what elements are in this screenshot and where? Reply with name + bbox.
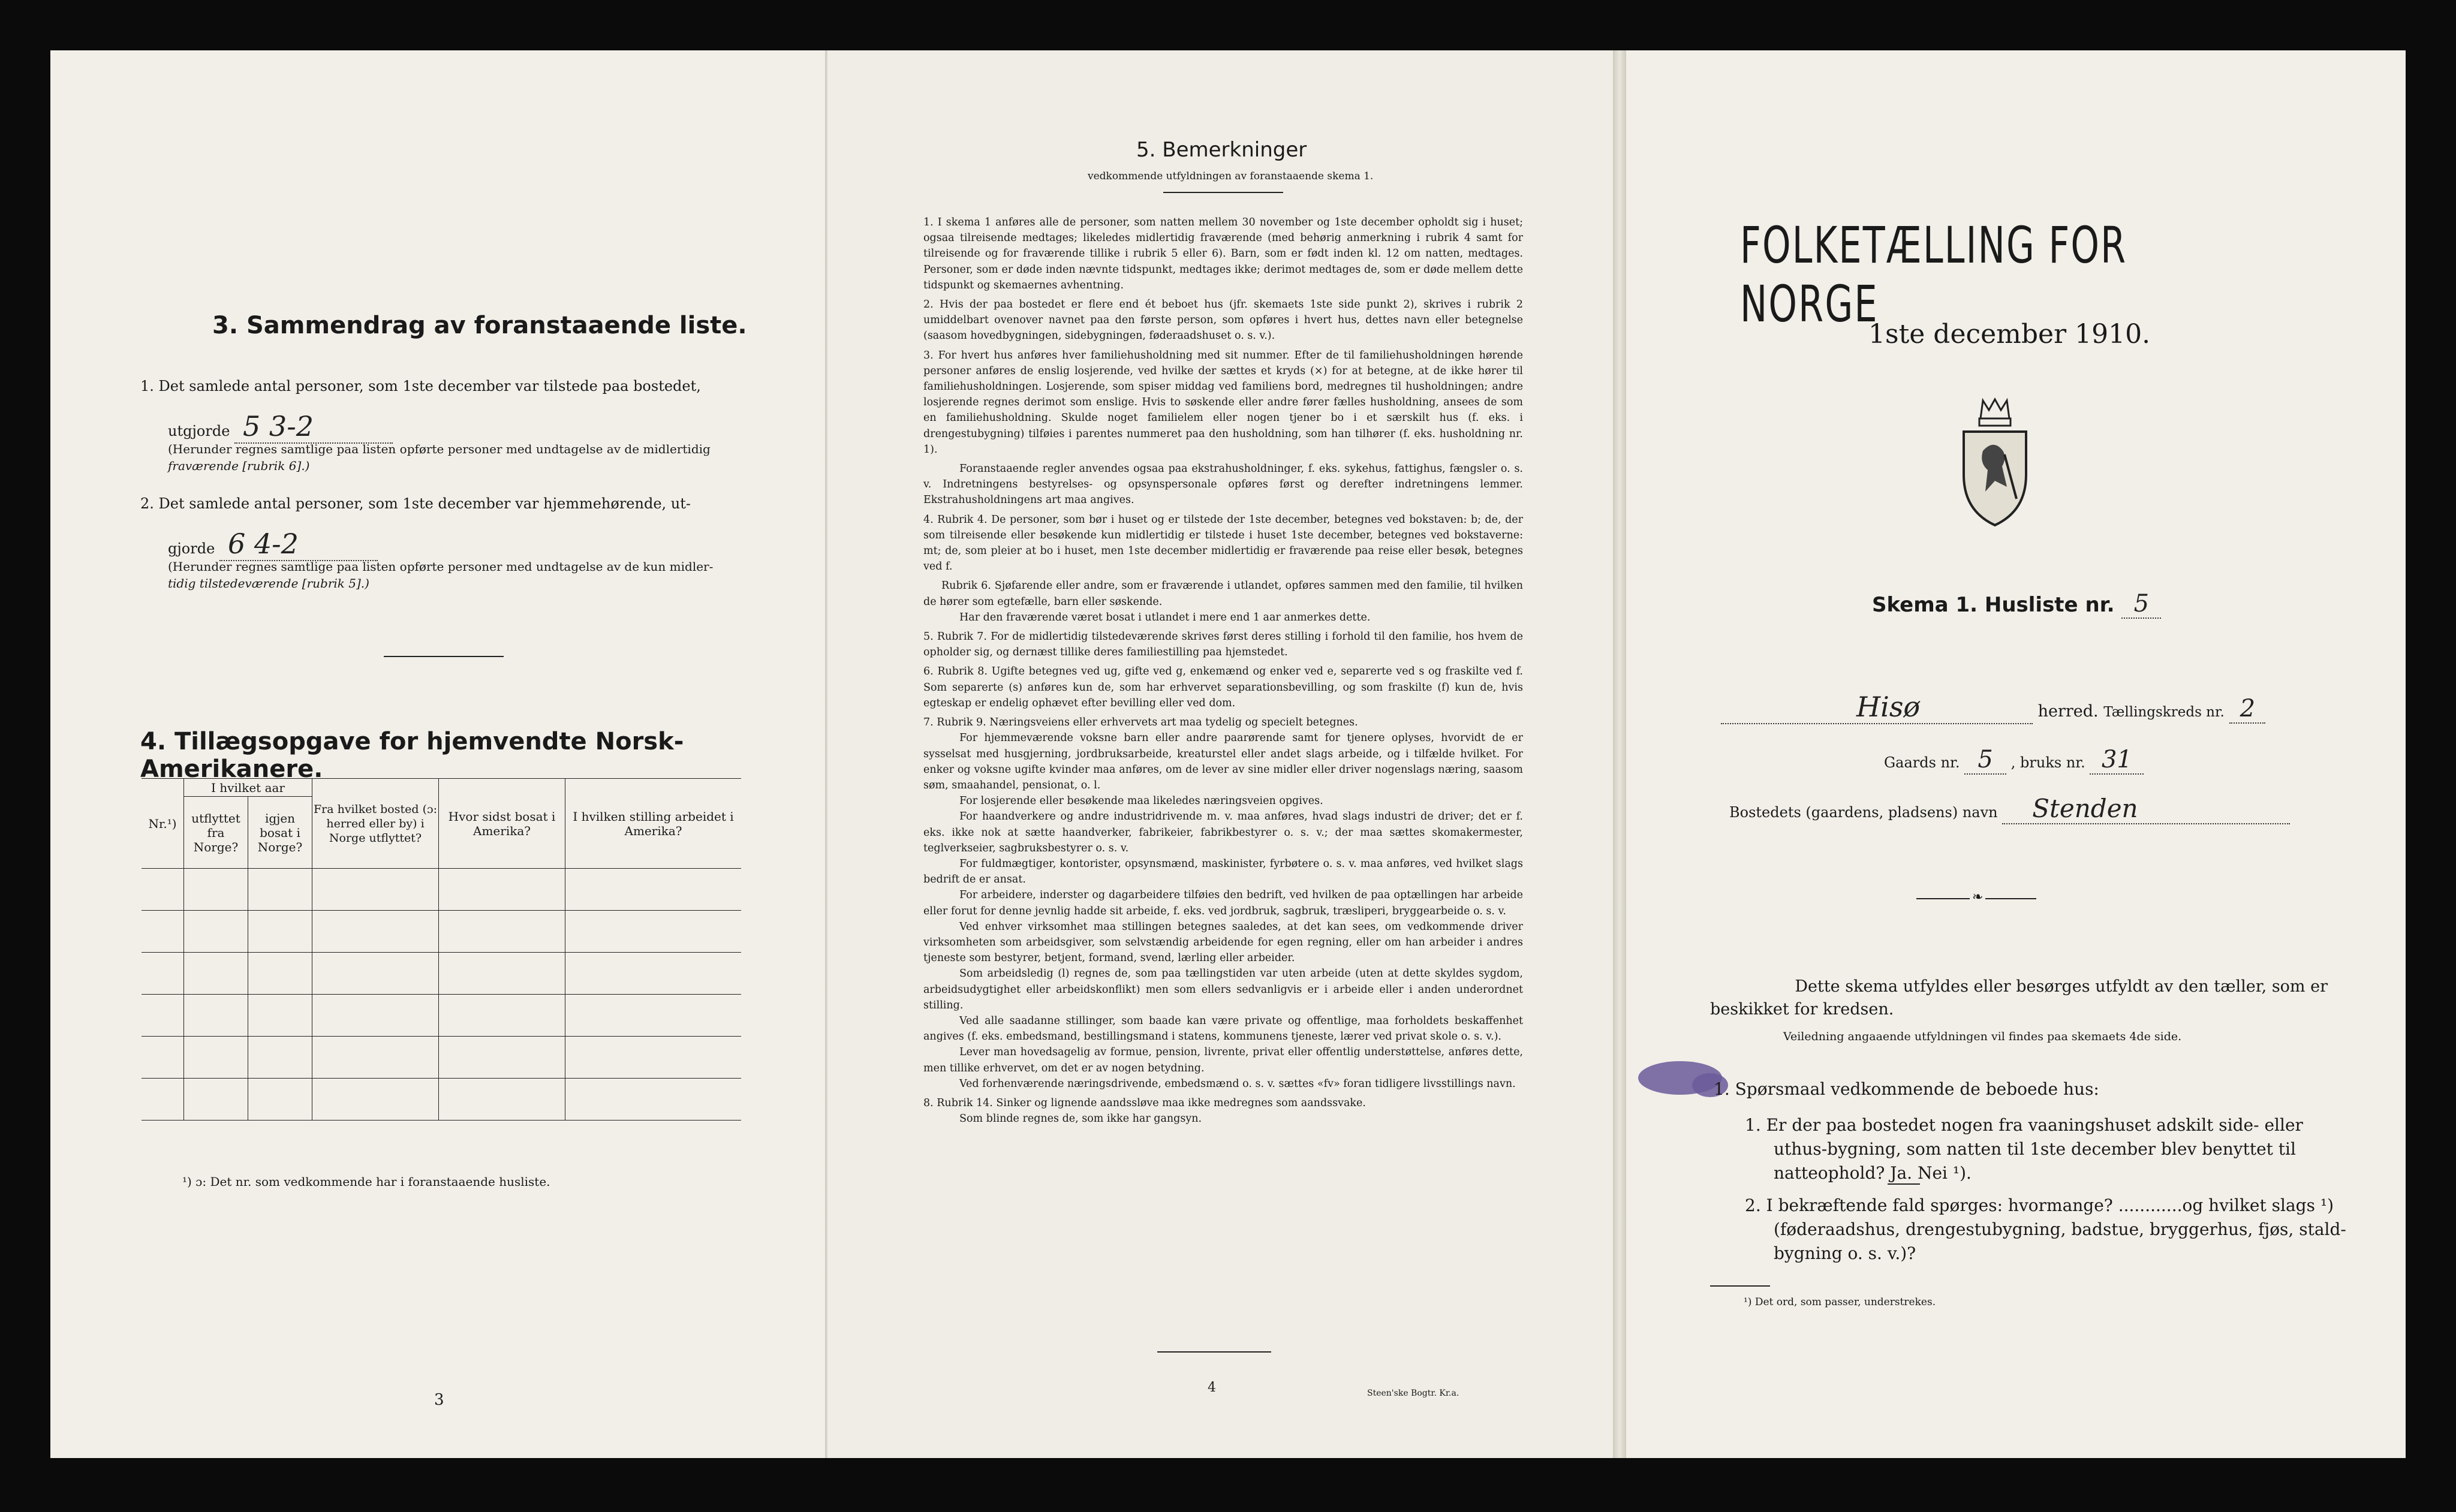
remarks-list bbox=[923, 215, 1523, 1130]
intro-note: Veiledning angaaende utfyldningen vil findes paa skemaets 4de side. bbox=[1783, 1030, 2182, 1043]
col-stilling: I hvilken stilling arbeidet i Amerika? bbox=[565, 779, 742, 869]
remark-item: For haandverkere og andre industridrivende m. v. maa anføres, hvad slags industri de driver; det er f. eks. ikke nok at sætte haandverker, fabrikeier, fabrikbestyrer o. s. v.; der maa sættes skomakermester, teglverkseier, sagbruksbestyrer o. s. v. bbox=[923, 811, 1523, 854]
q1-2-line-c: bygning o. s. v.)? bbox=[1774, 1243, 1916, 1263]
bosted-value: Stenden bbox=[2002, 794, 2290, 824]
item2-note-b: tidig tilstedeværende [rubrik 5].) bbox=[168, 576, 369, 591]
norsk-amerikanere-table bbox=[142, 778, 741, 1121]
herred-label: herred. bbox=[2037, 702, 2099, 721]
remark-item: Ved enhver virksomhet maa stillingen betegnes saaledes, at det kan sees, om vedkommende driver virksomheten som arbeidsgiver, som selvstændig arbeidende for egen regning, eller om han arbeider i andres tjeneste som bestyrer, betjent, formand, svend, lærling eller arbeider. bbox=[923, 920, 1523, 965]
divider bbox=[1157, 1351, 1271, 1353]
item1-note-b: fraværende [rubrik 6].) bbox=[168, 459, 310, 473]
remark-item: 8. Rubrik 14. Sinker og lignende aandssløve maa ikke medregnes som aandssvake. bbox=[923, 1097, 1366, 1109]
divider bbox=[1710, 1285, 1770, 1287]
middle-page bbox=[827, 50, 1617, 1458]
left-page bbox=[50, 50, 827, 1458]
schema-label: Skema 1. Husliste nr. bbox=[1872, 593, 2115, 617]
q1-1-line-b: uthus-bygning, som natten til 1ste december blev benyttet til bbox=[1774, 1139, 2296, 1159]
bosted-label: Bostedets (gaardens, pladsens) navn bbox=[1729, 804, 1998, 821]
remark-item: For arbeidere, inderster og dagarbeidere tilføies den bedrift, ved hvilken de paa optællingen har arbeide eller forut for denne jevnlig hadde sit arbeide, f. eks. ved jordbruk, sagbruk, træsliperi, bryggearbeide o. s. v. bbox=[923, 889, 1523, 917]
remark-item: 2. Hvis der paa bostedet er flere end ét beboet hus (jfr. skemaets 1ste side punkt 2), skrives i rubrik 2 umiddelbart ovenover navnet paa den første person, som opføres i hvert hus, dettes navn eller betegnelse (saasom hovedbygningen, sidebygningen, føderaadshuset o. s. v.). bbox=[923, 299, 1523, 342]
page-number-4: 4 bbox=[1208, 1380, 1216, 1395]
table-footnote: ¹) ɔ: Det nr. som vedkommende har i foranstaaende husliste. bbox=[182, 1174, 550, 1189]
section4-heading: 4. Tillægsopgave for hjemvendte Norsk-Amerikanere. bbox=[140, 728, 684, 783]
kreds-value: 2 bbox=[2229, 695, 2265, 724]
intro-line-a: Dette skema utfyldes eller besørges utfyldt av den tæller, som er bbox=[1795, 977, 2328, 996]
col-fra: Fra hvilket bosted (ɔ: herred eller by) i Norge utflyttet? bbox=[312, 779, 439, 869]
bruks-value: 31 bbox=[2090, 746, 2144, 775]
item2-prefix: gjorde bbox=[168, 540, 215, 557]
remark-item: 1. I skema 1 anføres alle de personer, som natten mellem 30 november og 1ste december opholdt sig i huset; ogsaa tilreisende medtages; likeledes midlertidig fraværende (med behørig anmerkning i rubrik 4 samt for tilreisende og for fraværende tillike i rubrik 5 eller 6). Barn, som er født inden kl. 12 om natten, medtages. Personer, som er døde inden nævnte tidspunkt, medtages ikke; derimot medtages de, som er døde mellem dette tidspunkt og skemaernes avhentning. bbox=[923, 216, 1523, 291]
remark-item: Som blinde regnes de, som ikke har gangsyn. bbox=[959, 1113, 1202, 1125]
remarks-subheading: vedkommende utfyldningen av foranstaaende skema 1. bbox=[1088, 170, 1374, 182]
husliste-nr: 5 bbox=[2121, 590, 2161, 619]
remarks-heading: 5. Bemerkninger bbox=[1136, 138, 1307, 162]
q1-2-line-a: 2. I bekræftende fald spørges: hvormange? ............og hvilket slags ¹) bbox=[1745, 1195, 2334, 1215]
question1-heading: 1. Spørsmaal vedkommende de beboede hus: bbox=[1714, 1079, 2099, 1099]
remark-item: For hjemmeværende voksne barn eller andre paarørende samt for tjenere oplyses, hvorvidt de er sysselsat med husgjerning, jordbruksarbeide, kreaturstel eller andet slags arbeide, og i tilfælde hvilket. For enker og voksne ugifte kvinder maa anføres, om de lever av sine midler eller driver nogenslags næring, saasom søm, smaahandel, pensionat, o. l. bbox=[923, 732, 1523, 791]
page-fold bbox=[1613, 50, 1626, 1458]
printer-imprint: Steen'ske Bogtr. Kr.a. bbox=[1367, 1388, 1459, 1398]
norway-coat-of-arms-icon bbox=[1959, 397, 2031, 531]
remark-item: For losjerende eller besøkende maa likeledes næringsveien opgives. bbox=[959, 795, 1323, 808]
item1-text: 1. Det samlede antal personer, som 1ste december var tilstede paa bostedet, bbox=[140, 378, 701, 394]
page-number-3: 3 bbox=[434, 1391, 444, 1409]
col-nr: Nr.¹) bbox=[142, 779, 184, 869]
intro-line-b: beskikket for kredsen. bbox=[1710, 1000, 1894, 1019]
census-title: FOLKETÆLLING FOR NORGE bbox=[1740, 216, 2127, 333]
remark-item: 6. Rubrik 8. Ugifte betegnes ved ug, gifte ved g, enkemænd og enker ved e, separerte ved s og fraskilte ved f. Som separerte (s) anføres kun de, som har erhvervet separationsbevilling, og som fraskilte (f) kun de, hvis egteskap er endelig ophævet efter bevilling eller ved dom. bbox=[923, 665, 1523, 709]
remark-item: 3. For hvert hus anføres hver familiehusholdning med sit nummer. Efter de til familiehusholdningen hørende personer anføres de enslig losjerende, ved hvilke der sættes et kryds (×) for at betegne, at de ikke hører til familiehusholdningen. Losjerende, som spiser middag ved familiens bord, medregnes til husholdningen; andre losjerende regnes derimot som enslige. Hvis to søskende eller andre fører fælles husholdning, ansees de som en familiehusholdning. Skulde noget familielem eller nogen tjener bo i et særskilt hus (f. eks. i drengestubygning) tilføies i parentes nummeret paa den husholdning, som han tilhører (f. eks. husholdning nr. 1). bbox=[923, 349, 1523, 456]
col-utflyttet: utflyttet fra Norge? bbox=[184, 797, 248, 869]
remark-item: Foranstaaende regler anvendes ogsaa paa ekstrahusholdninger, f. eks. sykehus, fattighus, fængsler o. s. v. Indretningens bestyrelses- og opsynspersonale opføres først og derefter indretningens lemmer. Ekstrahusholdningens art maa angives. bbox=[923, 463, 1523, 507]
right-page bbox=[1626, 50, 2406, 1458]
gaards-value: 5 bbox=[1964, 746, 2006, 775]
remark-item: Har den fraværende været bosat i utlandet i mere end 1 aar anmerkes dette. bbox=[959, 611, 1371, 624]
remark-item: Rubrik 6. Sjøfarende eller andre, som er fraværende i utlandet, opføres sammen med den familie, til hvilken de hører som egtefælle, barn eller søskende. bbox=[923, 580, 1523, 608]
kreds-label: Tællingskreds nr. bbox=[2103, 704, 2225, 720]
remark-item: Ved alle saadanne stillinger, som baade kan være private og offentlige, maa forholdets beskaffenhet angives (f. eks. embedsmand, bestillingsmand i statens, kommunens tjeneste, lærer ved privat skole o. s. v.). bbox=[923, 1014, 1523, 1043]
item1-prefix: utgjorde bbox=[168, 423, 230, 439]
remark-item: 4. Rubrik 4. De personer, som bør i huset og er tilstede der 1ste december, betegnes ved bokstaven: b; de, der som tilreisende eller besøkende kun midlertidig er tilstede i huset 1ste december, betegnes ved bokstaverne: mt; de, som pleier at bo i huset, men 1ste december midlertidig er fraværende paa reise eller besøk, betegnes ved f. bbox=[923, 513, 1523, 573]
col-igjen: igjen bosat i Norge? bbox=[248, 797, 312, 869]
ornament-icon: ❧ bbox=[1970, 890, 1985, 905]
right-footnote: ¹) Det ord, som passer, understrekes. bbox=[1744, 1296, 1936, 1308]
item1-value: 5 3-2 bbox=[234, 410, 393, 444]
section3-heading: 3. Sammendrag av foranstaaende liste. bbox=[212, 312, 747, 339]
gaards-label: Gaards nr. bbox=[1884, 754, 1960, 771]
census-date: 1ste december 1910. bbox=[1868, 319, 2151, 350]
bruks-label: , bruks nr. bbox=[2010, 754, 2085, 771]
remark-item: Ved forhenværende næringsdrivende, embedsmænd o. s. v. sættes «fv» foran tidligere livsstillings navn. bbox=[959, 1077, 1516, 1090]
col-hvor: Hvor sidst bosat i Amerika? bbox=[439, 779, 565, 869]
item2-value: 6 4-2 bbox=[219, 528, 378, 561]
item2-note-a: (Herunder regnes samtlige paa listen opførte personer med undtagelse av de kun midler- bbox=[168, 559, 714, 574]
remark-item: 7. Rubrik 9. Næringsveiens eller erhvervets art maa tydelig og specielt betegnes. bbox=[923, 716, 1358, 729]
q1-1-line-a: 1. Er der paa bostedet nogen fra vaaningshuset adskilt side- eller bbox=[1745, 1115, 2303, 1135]
divider bbox=[1163, 192, 1283, 193]
herred-value: Hisø bbox=[1721, 691, 2033, 724]
q1-1-line-c: natteophold? Ja. Nei ¹). bbox=[1774, 1163, 1972, 1183]
underline-nei bbox=[1888, 1183, 1920, 1185]
remark-item: For fuldmægtiger, kontorister, opsynsmænd, maskinister, fyrbøtere o. s. v. maa anføres, ved hvilket slags bedrift de er ansat. bbox=[923, 857, 1523, 886]
remark-item: 5. Rubrik 7. For de midlertidig tilstedeværende skrives først deres stilling i forhold til den familie, hos hvem de opholder sig, og dernæst tillike deres familiestilling paa hjemstedet. bbox=[923, 631, 1523, 659]
item1-note-a: (Herunder regnes samtlige paa listen opførte personer med undtagelse av de midlertidig bbox=[168, 442, 711, 456]
item2-text: 2. Det samlede antal personer, som 1ste december var hjemmehørende, ut- bbox=[140, 495, 691, 512]
col-group: I hvilket aar bbox=[184, 779, 312, 797]
q1-2-line-b: (føderaadshus, drengestubygning, badstue, bryggerhus, fjøs, stald- bbox=[1774, 1219, 2346, 1239]
divider bbox=[384, 656, 504, 657]
remark-item: Som arbeidsledig (l) regnes de, som paa tællingstiden var uten arbeide (uten at dette skyldes sygdom, arbeidsudygtighet eller arbeidskonflikt) men som ellers sedvanligvis er i arbeide eller i anden underordnet stilling. bbox=[923, 968, 1523, 1011]
remark-item: Lever man hovedsagelig av formue, pension, livrente, privat eller offentlig understøttelse, anføres dette, men tillike erhvervet, om det er av nogen betydning. bbox=[923, 1046, 1523, 1074]
